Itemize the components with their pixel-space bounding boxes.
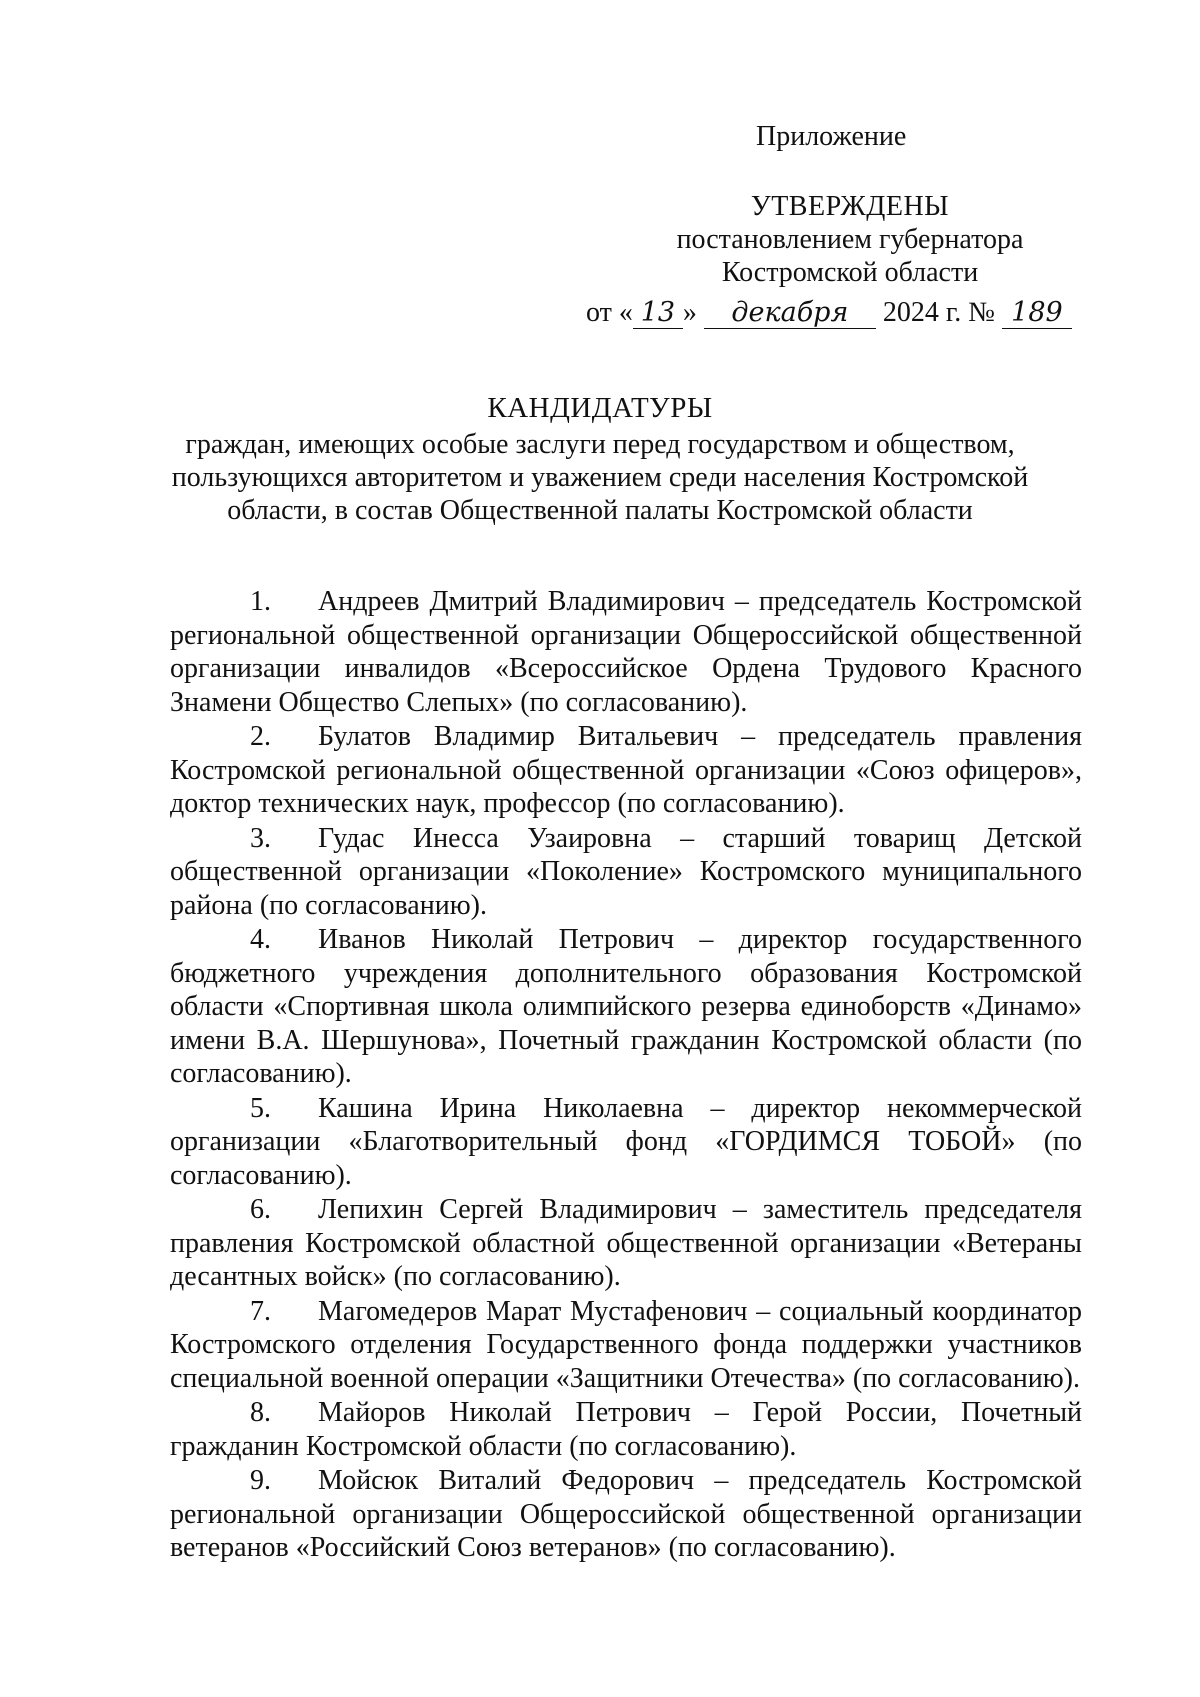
item-text: Майоров Николай Петрович – Герой России, Почетный гражданин Костромской области (по согласованию). xyxy=(170,1397,1082,1462)
document-title: КАНДИДАТУРЫ xyxy=(487,392,713,424)
list-item xyxy=(170,923,1082,1091)
list-item xyxy=(170,1193,1082,1294)
item-number: 3. xyxy=(250,822,271,854)
item-number: 1. xyxy=(250,586,271,617)
item-text: Мойсюк Виталий Федорович – председатель Костромской региональной организации Общероссийской общественной организации ветеранов «Российский Союз ветеранов» (по согласованию). xyxy=(170,1465,1082,1563)
list-item xyxy=(170,1464,1082,1565)
title-block xyxy=(150,390,1050,527)
item-number: 8. xyxy=(250,1397,271,1428)
date-year: 2024 г. № xyxy=(882,297,995,328)
list-item xyxy=(170,1092,1082,1193)
list-item xyxy=(170,1396,1082,1463)
handwritten-month: декабря xyxy=(704,298,876,329)
item-number: 6. xyxy=(250,1194,271,1225)
item-text: Андреев Дмитрий Владимирович – председатель Костромской региональной общественной организации Общероссийской общественной организации инвалидов «Всероссийское Ордена Трудового Красного Знамени Общество Слепых» (по согласованию). xyxy=(170,586,1082,718)
item-number: 7. xyxy=(250,1295,271,1327)
approved-by-line-2: Костромской области xyxy=(721,257,979,288)
date-prefix: от « xyxy=(586,297,633,328)
list-item xyxy=(170,822,1082,923)
date-middle: » xyxy=(682,297,697,328)
item-text: Булатов Владимир Витальевич – председатель правления Костромской региональной общественной организации «Союз офицеров», доктор технических наук, профессор (по согласованию). xyxy=(170,721,1082,819)
annex-label: Приложение xyxy=(756,121,907,152)
approval-block xyxy=(580,190,1120,289)
item-text: Магомедеров Марат Мустафенович – социальный координатор Костромского отделения Государственного фонда поддержки участников специальной военной операции «Защитники Отечества» (по согласованию). xyxy=(170,1295,1082,1394)
item-text: Кашина Ирина Николаевна – директор некоммерческой организации «Благотворительный фонд «ГОРДИМСЯ ТОБОЙ» (по согласованию). xyxy=(170,1092,1082,1191)
document-subtitle: граждан, имеющих особые заслуги перед государством и обществом, пользующихся авторитетом и уважением среди населения Костромской области, в состав Общественной палаты Костромской области xyxy=(171,429,1029,526)
item-number: 4. xyxy=(250,924,271,955)
approved-by-line-1: постановлением губернатора xyxy=(676,224,1024,255)
list-item xyxy=(170,585,1082,719)
item-number: 5. xyxy=(250,1092,271,1124)
handwritten-doc-number: 189 xyxy=(1002,298,1072,329)
handwritten-day: 13 xyxy=(633,298,683,329)
item-text: Гудас Инесса Узаировна – старший товарищ Детской общественной организации «Поколение» Костромского муниципального района (по согласованию). xyxy=(170,822,1082,921)
item-number: 9. xyxy=(250,1465,271,1496)
list-item xyxy=(170,1295,1082,1396)
item-text: Иванов Николай Петрович – директор государственного бюджетного учреждения дополнительного образования Костромской области «Спортивная школа олимпийского резерва единоборств «Динамо» имени В.А. Шершунова», Почетный гражданин Костромской области (по согласованию). xyxy=(170,924,1082,1089)
decree-date-line xyxy=(586,296,1072,330)
item-text: Лепихин Сергей Владимирович – заместитель председателя правления Костромской областной общественной организации «Ветераны десантных войск» (по согласованию). xyxy=(170,1194,1082,1292)
approved-word: УТВЕРЖДЕНЫ xyxy=(750,191,950,222)
item-number: 2. xyxy=(250,721,271,752)
candidate-list xyxy=(170,585,1082,1566)
list-item xyxy=(170,720,1082,821)
